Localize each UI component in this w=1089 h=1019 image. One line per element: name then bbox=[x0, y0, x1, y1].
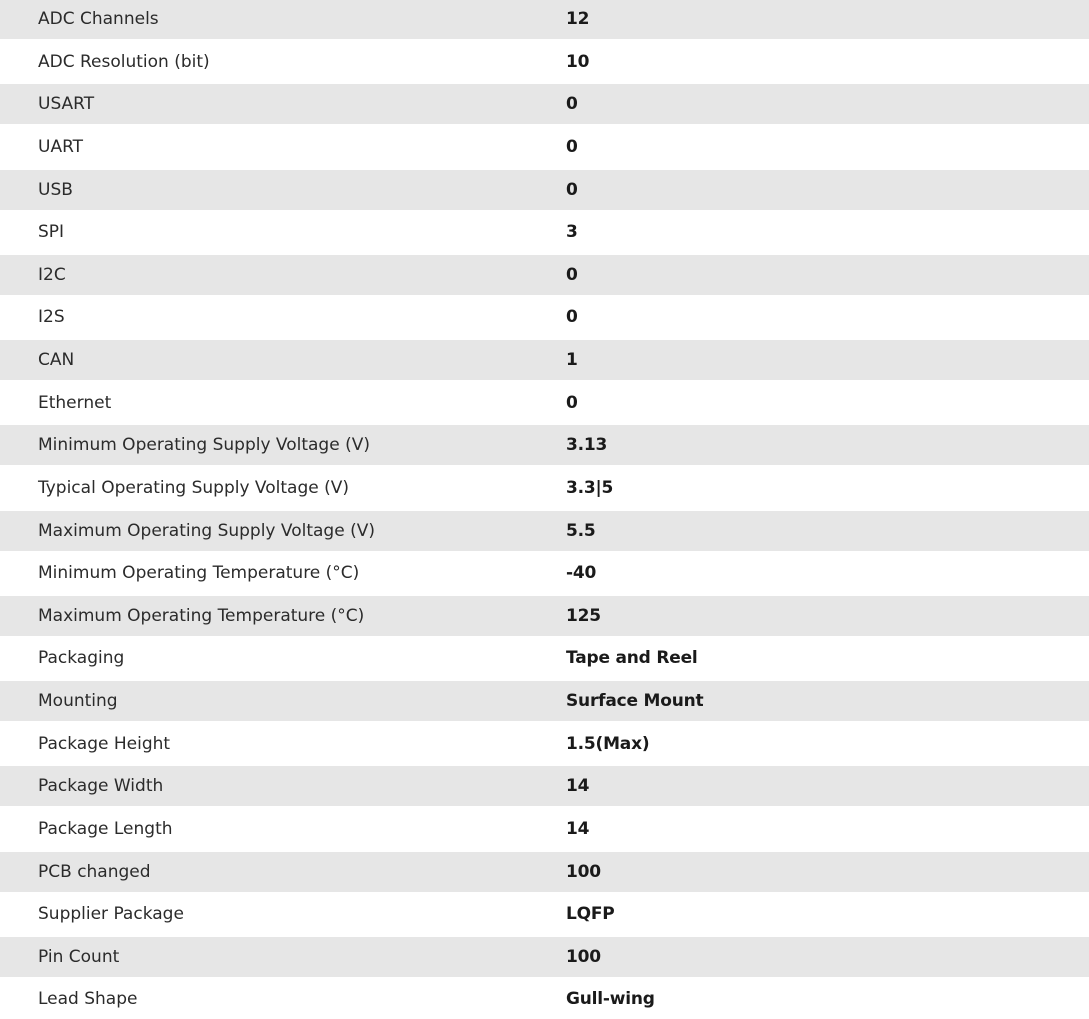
spec-value: LQFP bbox=[566, 904, 615, 925]
spec-value: 0 bbox=[566, 94, 578, 115]
spec-label: I2S bbox=[38, 307, 65, 328]
spec-label: Supplier Package bbox=[38, 904, 184, 925]
spec-value: 10 bbox=[566, 51, 590, 72]
spec-row-uart bbox=[0, 127, 1089, 167]
spec-label: Lead Shape bbox=[38, 989, 138, 1010]
spec-value: 0 bbox=[566, 136, 578, 157]
spec-row-i2c bbox=[0, 255, 1089, 295]
spec-value: Surface Mount bbox=[566, 691, 704, 711]
spec-row-usb bbox=[0, 170, 1089, 210]
spec-value: 14 bbox=[566, 776, 590, 797]
spec-label: UART bbox=[38, 136, 84, 157]
spec-label: USART bbox=[38, 94, 95, 115]
spec-label: I2C bbox=[38, 264, 66, 285]
spec-value: 125 bbox=[566, 605, 601, 626]
spec-label: Maximum Operating Temperature (°C) bbox=[38, 605, 365, 626]
spec-row-pcb-changed bbox=[0, 852, 1089, 892]
spec-row-mounting bbox=[0, 681, 1089, 721]
spec-label: Maximum Operating Supply Voltage (V) bbox=[38, 520, 375, 541]
spec-label: Packaging bbox=[38, 648, 125, 669]
spec-value: 3.3|5 bbox=[566, 477, 614, 498]
spec-label: ADC Resolution (bit) bbox=[38, 51, 210, 72]
spec-label: Package Length bbox=[38, 818, 173, 839]
spec-label: Typical Operating Supply Voltage (V) bbox=[38, 477, 349, 498]
spec-row-ethernet bbox=[0, 383, 1089, 423]
spec-label: Ethernet bbox=[38, 392, 112, 413]
spec-value: 0 bbox=[566, 392, 578, 413]
spec-row-pin-count bbox=[0, 937, 1089, 977]
spec-value: 3 bbox=[566, 222, 578, 243]
spec-row-supplier-package bbox=[0, 894, 1089, 934]
spec-label: PCB changed bbox=[38, 861, 151, 882]
spec-row-spi bbox=[0, 212, 1089, 252]
spec-value: 12 bbox=[566, 9, 590, 29]
spec-row-i2s bbox=[0, 297, 1089, 337]
spec-label: CAN bbox=[38, 350, 75, 370]
spec-label: Pin Count bbox=[38, 946, 120, 967]
spec-row-package-height bbox=[0, 724, 1089, 764]
spec-value: 3.13 bbox=[566, 435, 608, 456]
spec-row-max-temperature bbox=[0, 596, 1089, 636]
spec-row-package-length bbox=[0, 809, 1089, 849]
spec-value: 0 bbox=[566, 307, 578, 328]
spec-row-package-width bbox=[0, 766, 1089, 806]
spec-value: -40 bbox=[566, 563, 597, 584]
spec-value: 1 bbox=[566, 350, 578, 370]
spec-label: ADC Channels bbox=[38, 9, 159, 29]
spec-value: 5.5 bbox=[566, 520, 596, 541]
spec-row-min-temperature bbox=[0, 553, 1089, 593]
spec-value: 0 bbox=[566, 264, 578, 285]
spec-value: 14 bbox=[566, 818, 590, 839]
spec-value: 0 bbox=[566, 179, 578, 200]
spec-row-adc-channels bbox=[0, 0, 1089, 39]
spec-label: USB bbox=[38, 179, 73, 200]
spec-label: SPI bbox=[38, 222, 65, 243]
spec-label: Package Width bbox=[38, 776, 164, 797]
spec-label: Minimum Operating Temperature (°C) bbox=[38, 563, 360, 584]
spec-value: 1.5(Max) bbox=[566, 733, 650, 754]
spec-row-max-supply-voltage bbox=[0, 511, 1089, 551]
spec-value: Gull-wing bbox=[566, 989, 655, 1010]
spec-row-lead-shape bbox=[0, 979, 1089, 1019]
spec-label: Minimum Operating Supply Voltage (V) bbox=[38, 435, 370, 456]
spec-value: 100 bbox=[566, 861, 601, 882]
spec-value: Tape and Reel bbox=[566, 648, 698, 669]
spec-row-usart bbox=[0, 84, 1089, 124]
spec-row-min-supply-voltage bbox=[0, 425, 1089, 465]
spec-row-adc-resolution bbox=[0, 42, 1089, 82]
spec-row-packaging bbox=[0, 638, 1089, 678]
spec-row-typ-supply-voltage bbox=[0, 468, 1089, 508]
spec-label: Mounting bbox=[38, 691, 118, 711]
spec-value: 100 bbox=[566, 946, 601, 967]
spec-label: Package Height bbox=[38, 733, 171, 754]
spec-row-can bbox=[0, 340, 1089, 380]
